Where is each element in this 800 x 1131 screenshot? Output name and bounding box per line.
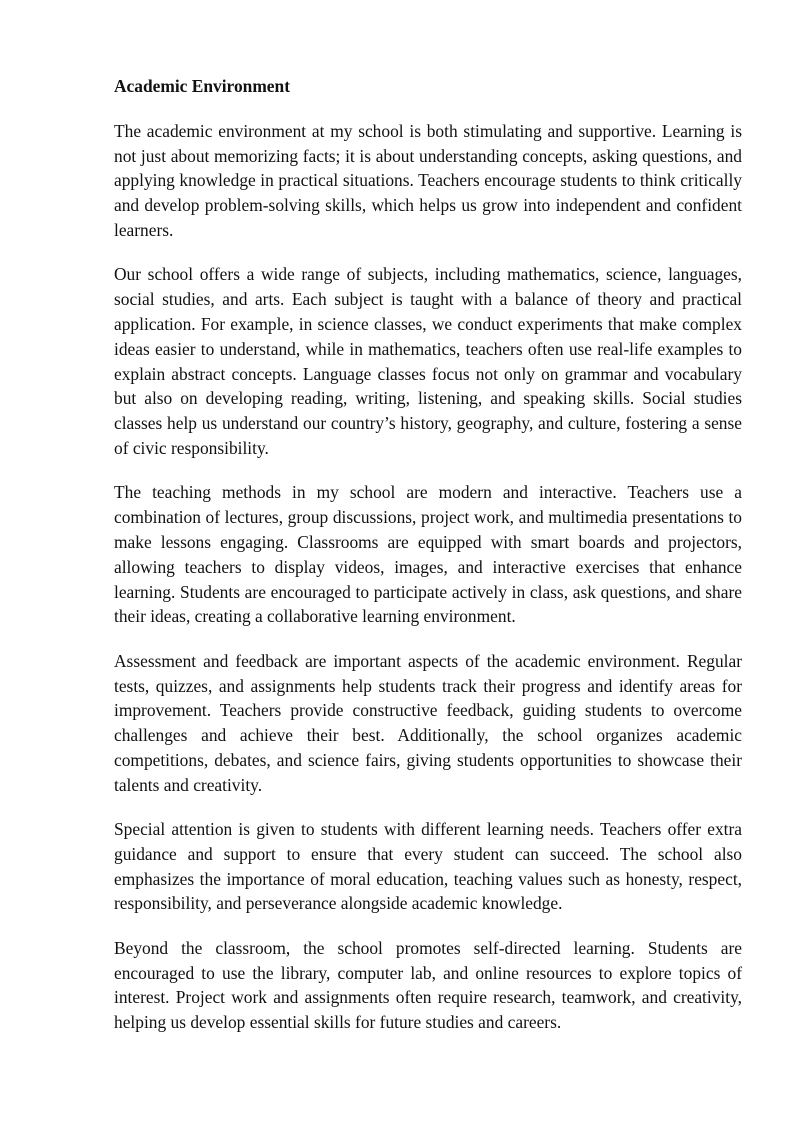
- paragraph-subjects: Our school offers a wide range of subjects, including mathematics, science, languages, social studies, and arts. Each subject is taught with a balance of theory and practical application. For example, in science classes, we conduct experiments that make complex ideas easier to understand, while in mathematics, teachers often use real-life examples to explain abstract concepts. Language classes focus not only on grammar and vocabulary but also on developing reading, writing, listening, and speaking skills. Social studies classes help us understand our country’s history, geography, and culture, fostering a sense of civic responsibility.: [114, 264, 742, 458]
- paragraph-teaching-methods: The teaching methods in my school are modern and interactive. Teachers use a combination of lectures, group discussions, project work, and multimedia presentations to make lessons engaging. Classrooms are equipped with smart boards and projectors, allowing teachers to display videos, images, and interactive exercises that enhance learning. Students are encouraged to participate actively in class, ask questions, and share their ideas, creating a collaborative learning environment.: [114, 482, 742, 627]
- document-title: Academic Environment: [114, 76, 290, 96]
- paragraph-assessment: Assessment and feedback are important aspects of the academic environment. Regular tests, quizzes, and assignments help students track their progress and identify areas for improvement. Teachers provide constructive feedback, guiding students to overcome challenges and achieve their best. Additionally, the school organizes academic competitions, debates, and science fairs, giving students opportunities to showcase their talents and creativity.: [114, 650, 742, 795]
- paragraph-academic-environment: The academic environment at my school is both stimulating and supportive. Learning is not just about memorizing facts; it is about understanding concepts, asking questions, and applying knowledge in practical situations. Teachers encourage students to think critically and develop problem-solving skills, which helps us grow into independent and confident learners.: [114, 120, 742, 240]
- paragraph-special-needs: Special attention is given to students with different learning needs. Teachers offer extra guidance and support to ensure that every student can succeed. The school also emphasizes the importance of moral education, teaching values such as honesty, respect, responsibility, and perseverance alongside academic knowledge.: [114, 819, 742, 914]
- document-page: [114, 74, 742, 1055]
- paragraph-beyond-classroom: Beyond the classroom, the school promotes self-directed learning. Students are encouraged to use the library, computer lab, and online resources to explore topics of interest. Project work and assignments often require research, teamwork, and creativity, helping us develop essential skills for future studies and careers.: [114, 937, 742, 1033]
